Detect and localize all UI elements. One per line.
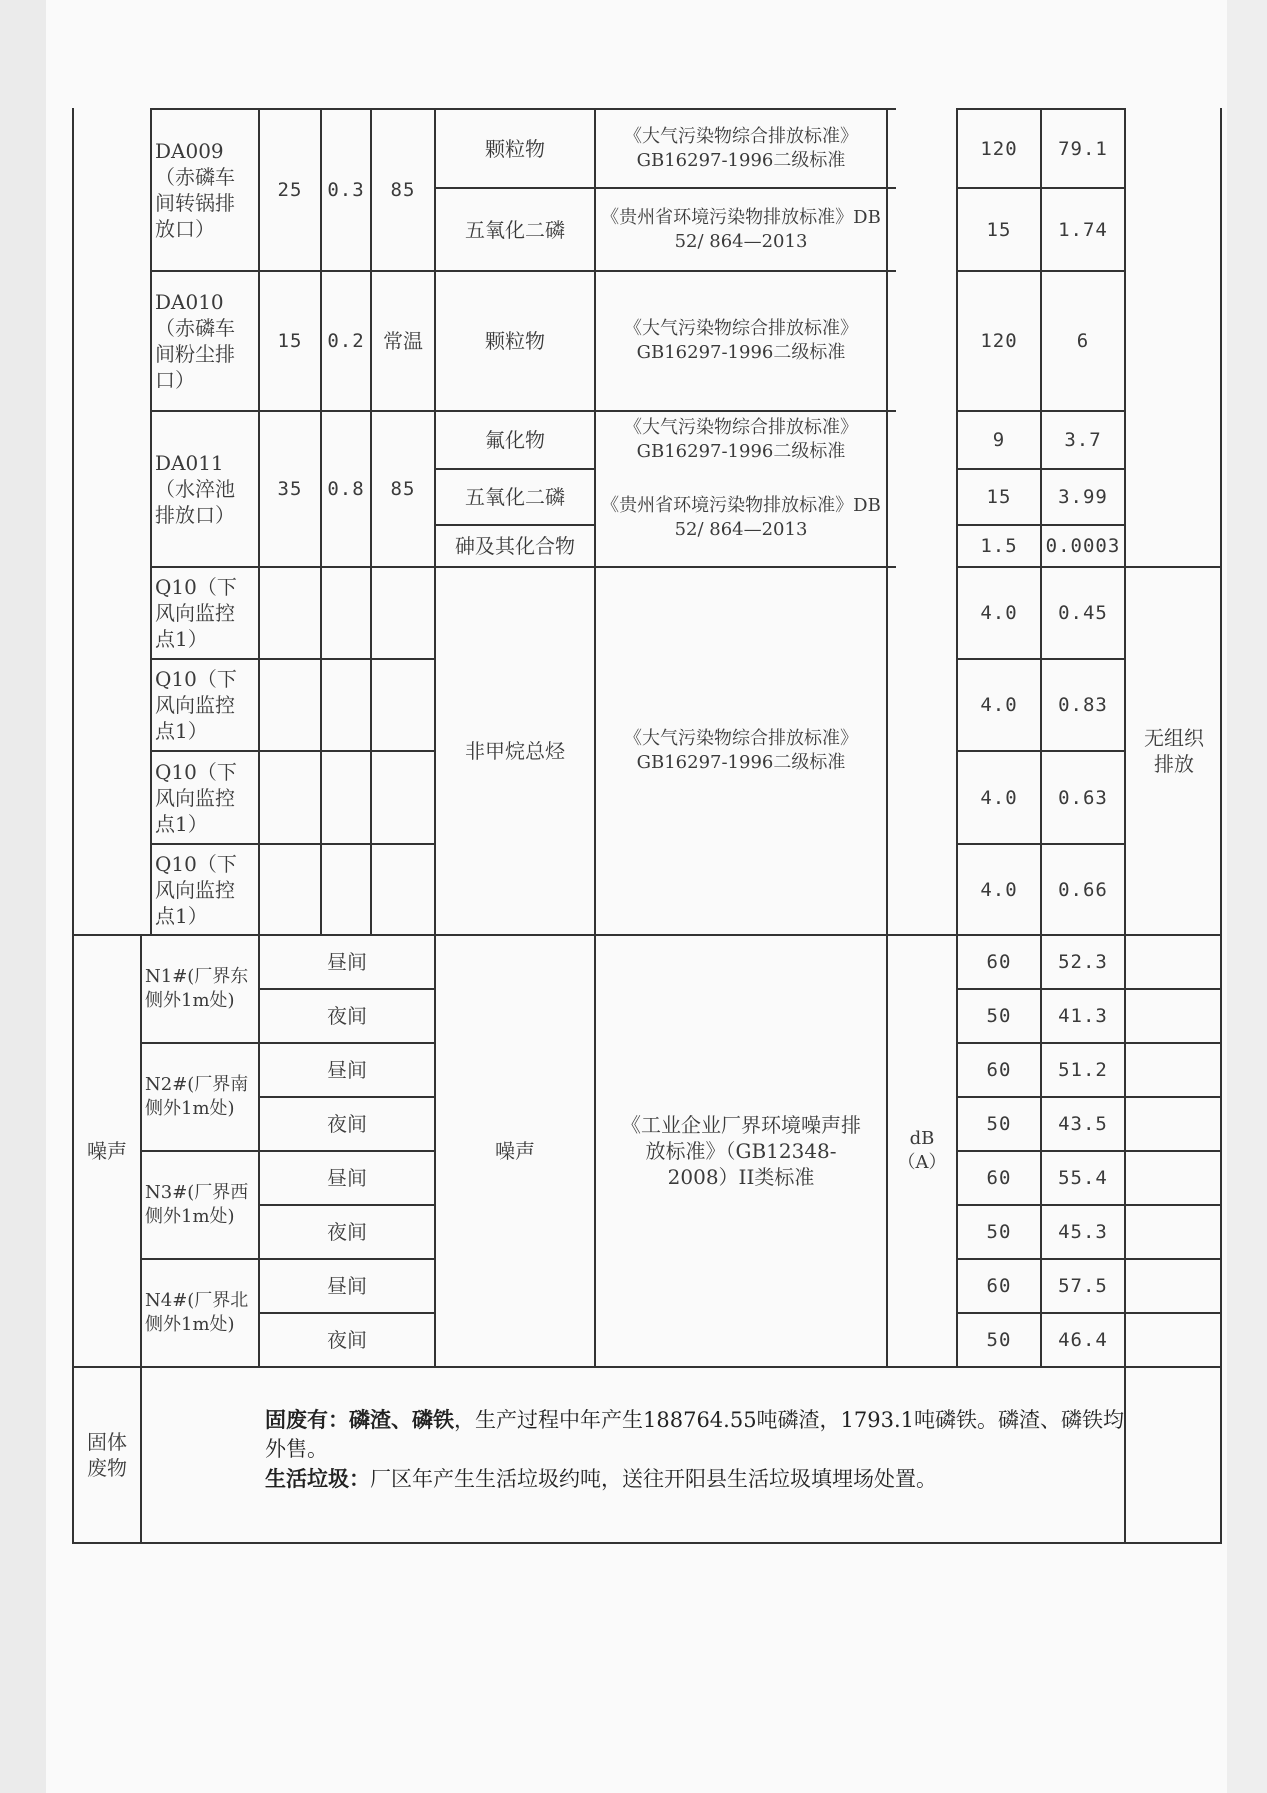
measured-value: 46.4 xyxy=(1058,1329,1108,1351)
limit-value: 60 xyxy=(986,1167,1012,1189)
noise-point-name: N2#(厂界南侧外1m处) xyxy=(145,1074,249,1119)
measured-value: 0.45 xyxy=(1058,602,1108,624)
pollutant-name: 颗粒物 xyxy=(485,329,545,353)
limit-value: 4.0 xyxy=(980,786,1018,809)
fugitive-remark: 无组织排放 xyxy=(1144,726,1204,776)
limit-value: 120 xyxy=(980,330,1018,352)
outlet-temp: 85 xyxy=(390,478,416,500)
grid-line xyxy=(1124,108,1126,1544)
pollutant-name: 五氧化二磷 xyxy=(465,485,565,509)
outlet-diameter: 0.8 xyxy=(327,478,365,500)
limit-value: 120 xyxy=(980,137,1018,160)
noise-standard: 《工业企业厂界环境噪声排放标准》（GB12348-2008）II类标准 xyxy=(621,1113,861,1189)
noise-period: 夜间 xyxy=(327,1328,367,1352)
outlet-name: DA010（赤磷车间粉尘排口） xyxy=(155,290,235,392)
measured-value: 43.5 xyxy=(1058,1113,1108,1135)
noise-period: 夜间 xyxy=(327,1112,367,1136)
monitor-point-name: Q10（下风向监控点1） xyxy=(155,851,237,928)
pollutant-name: 砷及其化合物 xyxy=(455,534,575,558)
outlet-height: 25 xyxy=(277,179,303,201)
limit-value: 9 xyxy=(992,429,1006,451)
limit-value: 60 xyxy=(986,1275,1012,1297)
limit-value: 4.0 xyxy=(980,878,1018,901)
monitor-point-name: Q10（下风向监控点1） xyxy=(155,667,237,743)
limit-value: 50 xyxy=(986,1329,1012,1351)
limit-value: 4.0 xyxy=(980,694,1018,716)
solid-waste-detail: ，生产过程中年产生188764.55吨磷渣，1793.1吨磷铁。磷渣、磷铁均外售。 xyxy=(265,1408,1125,1461)
noise-point-name: N1#(厂界东侧外1m处) xyxy=(145,966,249,1011)
measured-value: 41.3 xyxy=(1058,1005,1108,1027)
standard-text: 《大气污染物综合排放标准》GB16297-1996二级标准 xyxy=(624,417,858,462)
outlet-diameter: 0.3 xyxy=(327,179,365,201)
solid-waste-category: 固体废物 xyxy=(87,1430,127,1480)
measured-value: 45.3 xyxy=(1058,1221,1108,1243)
monitor-point-name: Q10（下风向监控点1） xyxy=(155,575,237,651)
measured-value: 55.4 xyxy=(1058,1167,1108,1189)
measured-value: 57.5 xyxy=(1058,1275,1108,1297)
limit-value: 4.0 xyxy=(980,602,1018,624)
measured-value: 52.3 xyxy=(1058,951,1108,973)
measured-value: 0.0003 xyxy=(1045,535,1121,557)
standard-text: 《贵州省环境污染物排放标准》DB 52/ 864—2013 xyxy=(601,206,881,252)
outlet-name: DA011（水淬池排放口） xyxy=(155,451,235,527)
standard-text: 《贵州省环境污染物排放标准》DB 52/ 864—2013 xyxy=(601,495,881,540)
noise-pollutant: 噪声 xyxy=(495,1139,535,1163)
outlet-temp: 常温 xyxy=(383,329,423,353)
measured-value: 79.1 xyxy=(1058,137,1108,160)
outlet-name: DA009（赤磷车间转锅排放口） xyxy=(155,139,235,241)
noise-unit: dB（A） xyxy=(897,1128,947,1173)
standard-text: 《大气污染物综合排放标准》GB16297-1996二级标准 xyxy=(624,318,858,363)
noise-point-name: N3#(厂界西侧外1m处) xyxy=(145,1182,249,1227)
solid-waste-label: 固废有： xyxy=(265,1407,349,1432)
measured-value: 0.63 xyxy=(1058,786,1108,809)
measured-value: 0.66 xyxy=(1058,878,1108,901)
pollutant-name: 氟化物 xyxy=(485,428,545,452)
measured-value: 1.74 xyxy=(1058,218,1108,241)
measured-value: 3.7 xyxy=(1064,429,1102,451)
limit-value: 50 xyxy=(986,1113,1012,1135)
grid-line xyxy=(72,1542,1222,1544)
grid-line xyxy=(1220,108,1222,1544)
noise-period: 昼间 xyxy=(327,1058,367,1082)
grid-line xyxy=(72,1366,1222,1368)
fugitive-pollutant: 非甲烷总烃 xyxy=(465,739,565,763)
measured-value: 3.99 xyxy=(1058,486,1108,508)
outlet-height: 35 xyxy=(277,478,303,500)
domestic-waste-label: 生活垃圾： xyxy=(265,1466,370,1491)
outlet-diameter: 0.2 xyxy=(327,330,365,352)
limit-value: 60 xyxy=(986,1059,1012,1081)
limit-value: 50 xyxy=(986,1005,1012,1027)
domestic-waste-detail: 厂区年产生生活垃圾约吨，送往开阳县生活垃圾填埋场处置。 xyxy=(370,1467,937,1491)
limit-value: 60 xyxy=(986,951,1012,973)
measured-value: 51.2 xyxy=(1058,1059,1108,1081)
noise-period: 昼间 xyxy=(327,950,367,974)
solid-waste-items: 磷渣、磷铁 xyxy=(349,1407,454,1432)
noise-category: 噪声 xyxy=(87,1139,127,1163)
outlet-height: 15 xyxy=(277,330,303,352)
limit-value: 50 xyxy=(986,1221,1012,1243)
monitor-point-name: Q10（下风向监控点1） xyxy=(155,759,237,836)
measured-value: 6 xyxy=(1076,330,1090,352)
noise-period: 昼间 xyxy=(327,1274,367,1298)
noise-period: 夜间 xyxy=(327,1004,367,1028)
noise-period: 昼间 xyxy=(327,1166,367,1190)
limit-value: 15 xyxy=(986,218,1012,241)
noise-period: 夜间 xyxy=(327,1220,367,1244)
solid-waste-description xyxy=(265,1405,1135,1494)
fugitive-standard: 《大气污染物综合排放标准》GB16297-1996二级标准 xyxy=(624,728,858,773)
noise-point-name: N4#(厂界北侧外1m处) xyxy=(145,1290,249,1335)
pollutant-name: 五氧化二磷 xyxy=(465,217,565,242)
standard-text: 《大气污染物综合排放标准》GB16297-1996二级标准 xyxy=(624,125,858,171)
outlet-temp: 85 xyxy=(390,179,416,201)
measured-value: 0.83 xyxy=(1058,694,1108,716)
limit-value: 15 xyxy=(986,486,1012,508)
limit-value: 1.5 xyxy=(980,535,1018,557)
pollutant-name: 颗粒物 xyxy=(485,136,545,161)
